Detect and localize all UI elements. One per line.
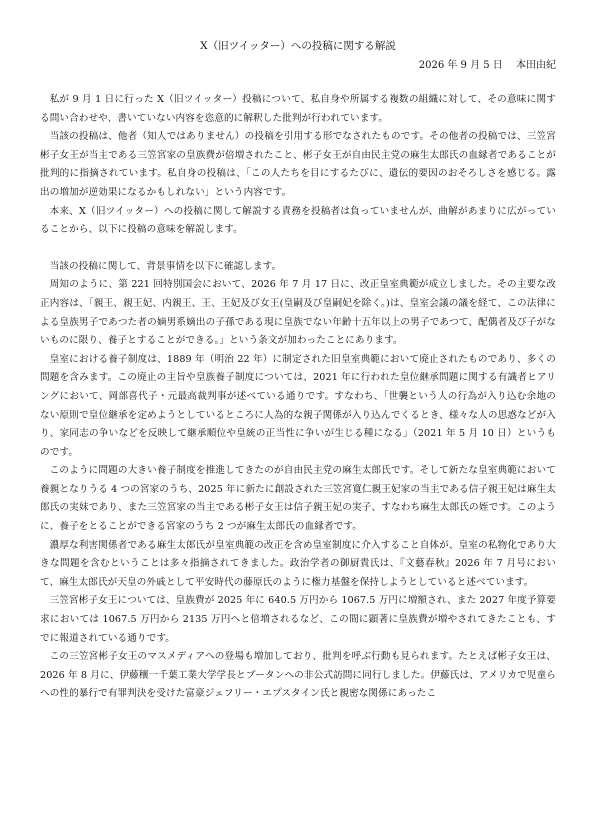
intro-paragraph: 私が 9 月 1 日に行った X（旧ツイッター）投稿について、私自身や所属する複数の組織に対して、その意味に関する問い合わせや、書いていない内容を恣意的に解釈した批判が行われています。 [40, 94, 556, 124]
intro-paragraph: 本来、X（旧ツイッター）への投稿に関して解説する責務を投稿者は負っていませんが、曲解があまりに広がっていることから、以下に投稿の意味を解説します。 [40, 205, 556, 236]
dateline [40, 58, 556, 73]
body-paragraph: 濃厚な利害関係者である麻生太郎氏が皇室典範の改正を含め皇室制度に介入すること自体が、皇室の私物化であり大きな問題を含むということは多々指摘されてきました。政治学者の御厨貴氏は、『文藝春秋』2026 年 7 月号において、麻生太郎氏が天皇の外戚として平安時代の藤原氏のように権力基盤を保持しようとしていると述べています。 [40, 539, 556, 588]
body-paragraph: 当該の投稿に関して、背景事情を以下に確認します。 [49, 260, 282, 272]
document-author: 本田由紀 [516, 60, 556, 71]
body-paragraph: このように問題の大きい養子制度を推進してきたのが自由民主党の麻生太郎氏です。そして新たな皇室典範において養親となりうる 4 つの宮家のうち、2025 年に新たに創設された三笠宮寛仁親王妃家の当主である信子親王妃は麻生太郎氏の実妹であり、また三笠宮家の当主である彬子女王は信子親王妃の実子、すなわち麻生太郎氏の姪です。このように、養子をとることができる宮家のうち 2 つが麻生太郎氏の血縁者です。 [40, 465, 556, 533]
document-date: 2026 年 9 月 5 日 [418, 60, 503, 71]
body-paragraph: 三笠宮彬子女王については、皇族費が 2025 年に 640.5 万円から 1067.5 万円に増額され、また 2027 年度予算要求においては 1067.5 万円から 2135 万円へと倍増されるなど、この間に顕著に皇族費が増やされてきたことも、すでに報道されている通りです。 [40, 595, 556, 644]
section-gap [40, 240, 556, 258]
document-title: X（旧ツイッター）への投稿に関する解説 [200, 40, 396, 52]
body-paragraph: この三笠宮彬子女王のマスメディアへの登場も増加しており、批判を呼ぶ行動も見られます。たとえば彬子女王は、2026 年 8 月に、伊藤穰一千葉工業大学学長とブータンへの非公式訪問に同行しました。伊藤氏は、アメリカで児童らへの性的暴行で有罪判決を受けた富豪ジェフリー・エプスタイン氏と親密な関係にあったこ [40, 651, 556, 700]
intro-paragraph: 当該の投稿は、他者（知人ではありません）の投稿を引用する形でなされたものです。その他者の投稿では、三笠宮彬子女王が当主である三笠宮家の皇族費が倍増されたこと、彬子女王が自由民主党の麻生太郎氏の血縁者であることが批判的に指摘されています。私自身の投稿は、「この人たちを目にするたびに、遺伝的要因のおそろしさを感じる。露出の増加が逆効果になるかもしれない」という内容です。 [40, 131, 556, 198]
body-paragraph: 皇室における養子制度は、1889 年（明治 22 年）に制定された旧皇室典範において廃止されたものであり、多くの問題を含みます。この廃止の主旨や皇族養子制度については、2021 年に行われた皇位継承問題に関する有識者ヒアリングにおいて、岡部喜代子・元最高裁判事が述べている通りです。すなわち、「世襲という人の行為が入り込む余地のない原則で皇位継承を定めようとしているところに人為的な親子関係が入り込んでくるとき、様々な人の思惑などが入り、家同志の争いなどを反映して継承順位や皇統の正当性に争いが生じる種になる」（2021 年 5 月 10 日）というものです。 [40, 353, 556, 458]
body-paragraph: 周知のように、第 221 回特別国会において、2026 年 7 月 17 日に、改正皇室典範が成立しました。その主要な改正内容は、「親王、親王妃、内親王、王、王妃及び女王(皇嗣及び皇嗣妃を除く。)は、皇室会議の議を経て、この法律による皇族男子であつた者の嫡男系嫡出の子孫である現に皇族でない年齢十五年以上の男子であつて、配偶者及び子がないものに限り、養子とすることができる。」という条文が加わったことにあります。 [40, 279, 556, 347]
